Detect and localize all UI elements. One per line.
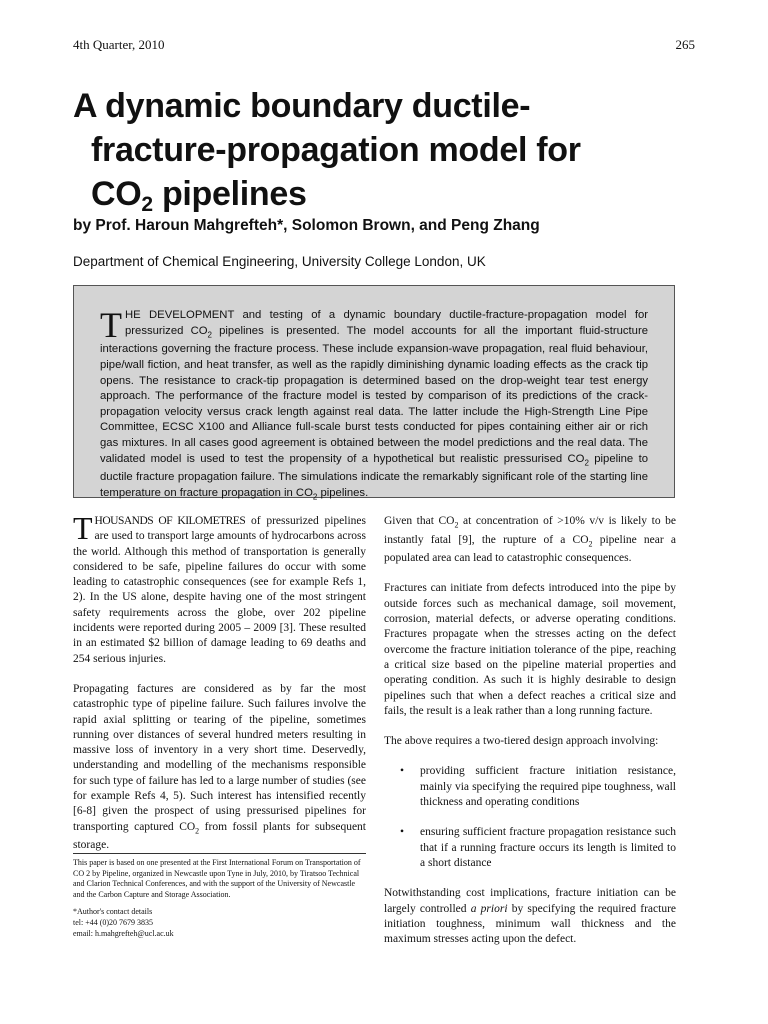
paragraph-text: Propagating factures are considered as by far the most catastrophic type of pipeline failure. Such failures involve the rapid axial splitting or tearing of the pipeline, sometimes running over distances of several hundred meters resulting in massive loss of inventory in a very short time. Deservedly, understanding and modelling of the mechanisms responsible for such type of failure has led to a large number of studies (see for example Refs 4, 5). Such interest has intensified recently [6-8] given the prospect of using pressurised pipelines for transporting captured CO xyxy=(73,682,366,833)
paragraph-text: from fossil plants for subsequent storage. xyxy=(73,820,366,852)
title-subscript: 2 xyxy=(141,193,153,216)
intro-lead-caps: HOUSANDS OF KILOMETRES xyxy=(94,515,246,527)
title-co: CO xyxy=(91,175,142,213)
abstract-text-3: pipeline to ductile fracture propagation failure. The simulations indicate the remarkably significant role of the starting line temperature on fracture propagation in CO xyxy=(100,452,648,500)
author-byline: by Prof. Haroun Mahgrefteh*, Solomon Brown, and Peng Zhang xyxy=(73,217,540,234)
title-line-1: A dynamic boundary ductile- xyxy=(73,87,531,125)
footnote-source: This paper is based on one presented at the First International Forum on Transportation of CO 2 by Pipeline, organized in Newcastle upon Tyne in July, 2010, by Tiratsoo Technical and Clarion Technical Conferences, and with the support of the University of Newcastle and the Carbon Capture and Storage Association. xyxy=(73,858,361,899)
footnote-email: email: h.mahgrefteh@ucl.ac.uk xyxy=(73,928,174,938)
title-line-3 xyxy=(73,172,693,216)
italic-term: a priori xyxy=(470,902,508,915)
footnote-contact-title: *Author's contact details xyxy=(73,907,153,917)
issue-label: 4th Quarter, 2010 xyxy=(73,37,165,52)
abstract-text-1: HE DEVELOPMENT and testing of a dynamic boundary ductile-fracture-propagation model for pressurized CO xyxy=(125,309,648,337)
right-column xyxy=(384,514,676,962)
paragraph-text: at concentration of >10% v/v is likely to be instantly fatal [9], the rupture of a CO xyxy=(384,515,676,546)
paragraph-text: Given that CO xyxy=(384,515,455,527)
title-pipelines: pipelines xyxy=(152,175,307,213)
abstract-text-2: pipelines is presented. The model accounts for all the important fluid-structure interactions governing the fracture process. These include expansion-wave propagation, real fluid behaviour, pipe/wall fiction, and heat transfer, as well as the rapidly diminishing dynamic loading effects as the crack tip opens. The resistance to crack-tip propagation is determined based on the drop-weight tear test energy approach. The performance of the fracture model is tested by comparison of its predictions of the crack-propagation velocity versus crack length against real data. The latter include the High-Strength Line Pipe Committee, ECSC X100 and Alliance full-scale burst tests conducted for pipes containing either air or rich gas mixtures. In all cases good agreement is obtained between the model predictions and the real data. The validated model is used to test the propensity of a hypothetical but realistic pressurised CO xyxy=(100,324,648,465)
paragraph-fractures-initiate: Fractures can initiate from defects introduced into the pipe by outside forces such as mechanical damage, soil movement, corrosion, material defects, or adverse operating conditions. Fractures propagate when the stresses acting on the defect overcome the fracture initiation tolerance of the pipe, reaching a critical size based on the pipeline material properties and operating condition. As such it is highly desirable to design pipelines such that when a defect reaches a critical size and fails, the result is a leak rather than a long running facture. xyxy=(384,582,676,717)
footnotes xyxy=(73,858,366,939)
abstract-sub-3: 2 xyxy=(312,492,318,502)
author-affiliation: Department of Chemical Engineering, University College London, UK xyxy=(73,254,486,269)
article-title xyxy=(73,84,693,216)
paragraph-text: pipeline near a populated area can lead to catastrophic consequences. xyxy=(384,533,676,565)
list-item: • ensuring sufficient fracture propagation resistance such that if a running fracture occurs its length is limited to a short distance xyxy=(420,825,676,871)
left-column xyxy=(73,510,366,869)
paragraph-text: Notwithstanding cost implications, fracture initiation can be largely controlled xyxy=(384,887,676,915)
paragraph-propagating-fractures xyxy=(73,682,366,854)
page-number: 265 xyxy=(675,37,695,52)
abstract-sub-2: 2 xyxy=(584,457,589,467)
paragraph-two-tiered: The above requires a two-tiered design approach involving: xyxy=(384,735,659,748)
co2-subscript: 2 xyxy=(195,825,200,835)
footnote-divider xyxy=(73,853,366,854)
abstract-dropcap: T xyxy=(100,305,122,345)
design-approach-list xyxy=(384,764,676,871)
paragraph-co2-fatal xyxy=(384,514,676,566)
intro-paragraph xyxy=(73,510,366,667)
paragraph-text: by specifying the required fracture initiation toughness, minimum wall thickness and the maximum stresses acting upon the defect. xyxy=(384,902,677,946)
abstract-text-4: pipelines. xyxy=(317,487,369,500)
intro-dropcap: T xyxy=(73,510,93,546)
title-line-2: fracture-propagation model for xyxy=(91,131,581,169)
paragraph-cost-implications xyxy=(384,886,676,947)
abstract-box xyxy=(73,285,675,502)
footnote-tel: tel: +44 (0)20 7679 3835 xyxy=(73,917,154,927)
list-item: • providing sufficient fracture initiation resistance, mainly via specifying the required pipe toughness, wall thickness and operating conditions xyxy=(420,764,676,810)
co2-subscript: 2 xyxy=(588,538,593,548)
intro-text: of pressurized pipelines are used to transport large amounts of hydrocarbons across the world. Although this method of transportation is generally considered to be safe, pipeline failures do occur with some leading to catastrophic consequences (see for example Refs 1, 2). In the US alone, despite having one of the most stringent safety requirements across the globe, over 202 pipeline incidents were reported during 2005 – 2009 [3]. These resulted in an estimated $2 billion of damage leading to 69 deaths and 254 serious injuries. xyxy=(73,515,366,665)
co2-subscript: 2 xyxy=(454,520,459,530)
abstract-sub-1: 2 xyxy=(207,329,212,339)
